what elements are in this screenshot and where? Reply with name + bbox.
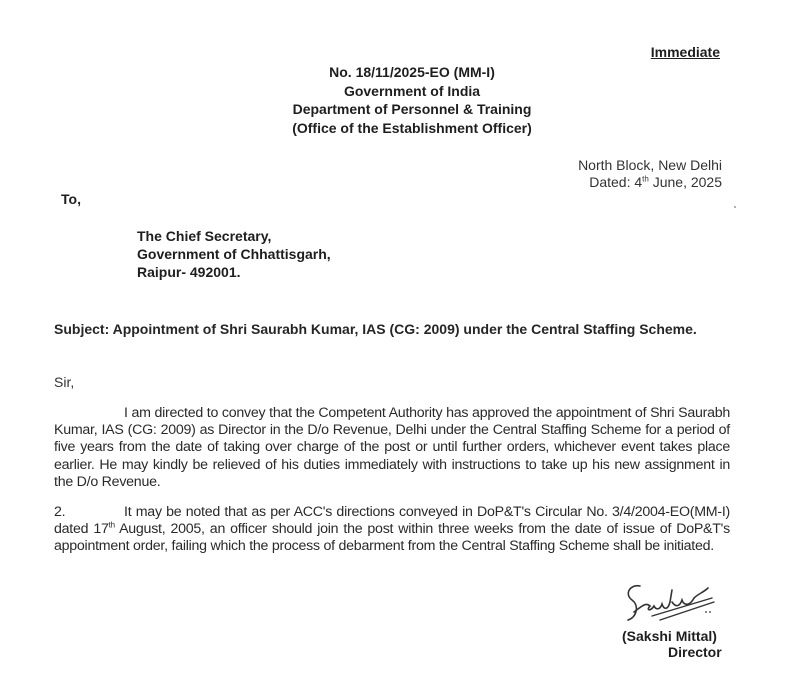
signatory-name: (Sakshi Mittal) bbox=[622, 628, 717, 644]
addressee bbox=[137, 227, 331, 281]
paragraph-2-text-after: August, 2005, an officer should join the post within three weeks from the date of issue of DoP&T's appointment order, failing which the process of debarment from the Central Staffing Scheme shall be initiated. bbox=[54, 521, 730, 555]
place-date-block bbox=[578, 157, 722, 191]
priority-label: Immediate bbox=[650, 44, 720, 60]
letter-header bbox=[262, 63, 562, 137]
salutation: Sir, bbox=[54, 374, 75, 390]
scan-speck bbox=[734, 206, 736, 208]
paragraph-number: 2. bbox=[54, 504, 66, 520]
subject-line: Subject: Appointment of Shri Saurabh Kumar, IAS (CG: 2009) under the Central Staffing Scheme. bbox=[54, 321, 697, 337]
file-number: No. 18/11/2025-EO (MM-I) bbox=[329, 64, 495, 80]
paragraph-2-sup: th bbox=[108, 520, 115, 530]
place: North Block, New Delhi bbox=[578, 157, 722, 173]
date-prefix: Dated: 4 bbox=[589, 174, 643, 190]
addressee-line: Government of Chhattisgarh, bbox=[137, 246, 331, 262]
signatory-designation: Director bbox=[668, 644, 722, 660]
date bbox=[578, 174, 722, 191]
date-sup: th bbox=[642, 174, 649, 184]
department-name: Department of Personnel & Training bbox=[292, 101, 532, 117]
paragraph-1: I am directed to convey that the Competent Authority has approved the appointment of Shri Saurabh Kumar, IAS (CG: 2009) as Director in the D/o Revenue, Delhi under the Central Staffing Scheme for a period of five years from the date of taking over charge of the post or until further orders, whichever event takes place earlier. He may kindly be relieved of his duties immediately with instructions to take up his new assignment in the D/o Revenue. bbox=[54, 405, 730, 490]
addressee-line: The Chief Secretary, bbox=[137, 228, 272, 244]
signature-icon bbox=[620, 580, 740, 630]
to-label: To, bbox=[61, 191, 81, 207]
government-name: Government of India bbox=[343, 82, 481, 99]
paragraph-2-text-before: It may be noted that as per ACC's directions conveyed in DoP&T's Circular No. 3/4/2004-EO(MM-I) dated 17 bbox=[54, 504, 730, 538]
addressee-line: Raipur- 492001. bbox=[137, 264, 241, 280]
office-name: (Office of the Establishment Officer) bbox=[292, 119, 532, 136]
date-suffix: June, 2025 bbox=[648, 174, 722, 190]
paragraph-2 bbox=[54, 504, 730, 556]
